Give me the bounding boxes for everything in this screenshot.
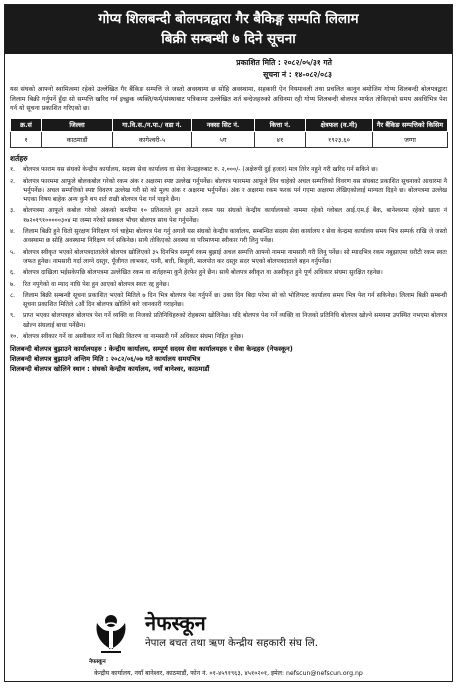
cell-serial: १ — [11, 132, 42, 148]
list-item — [10, 206, 447, 225]
list-item — [10, 291, 447, 310]
cell-area: १९२३.६० — [306, 132, 373, 148]
notice-meta — [5, 54, 452, 81]
list-item — [10, 165, 447, 174]
list-item — [10, 268, 447, 277]
cell-asset-type: जग्गा — [373, 132, 448, 148]
notice-banner — [5, 5, 452, 54]
org-address: केन्द्रीय कार्यालय, नयाँ बानेश्वर, काठमाडौं, फोन नं. ०१-४५९१९६३, ४५१०२०१, इमेल: nefscun@nefscun.org.np — [94, 670, 363, 677]
asset-table — [10, 118, 448, 149]
term-number: १. — [10, 166, 16, 174]
term-text: बोलपत्र दाखिला भईसकेपछि बोलपत्रमा उल्लेखित रकम वा शर्तहरुमा कुनै हेरफेर हुने छैन। साथै बोलपत्र स्वीकृत वा अस्वीकृत हुने पूर्ण अधिकार संघमा सुरक्षित रहनेछ। — [23, 269, 383, 277]
term-number: ३. — [10, 207, 16, 215]
term-number: ७. — [10, 280, 16, 288]
terms-heading: शर्तहरु — [10, 154, 28, 164]
banner-title-line2: बिक्री सम्बन्धी ७ दिने सूचना — [161, 31, 296, 47]
term-number: ८. — [10, 291, 16, 299]
term-number: १०. — [10, 333, 19, 341]
term-text: बोलपत्रमा आफूले कबोल गरेको अंकको कम्तीमा १० प्रतिशतले हुन आउने रकम यस संघको केन्द्रीय कार्यालयको नाममा रहेको ग्लोबल आई.एम.ई बैंक, बानेश्वरमा रहेको खाता नं १७२०१९१०००००३०४ मा जम्मा गरेको सक्कल भौचर बोलपत्र साथ पेश गर्नुपर्नेछ। — [23, 207, 447, 224]
col-plot-no: कित्ता नं. — [255, 118, 306, 132]
term-number: ९. — [10, 312, 16, 320]
col-serial: क्र.सं — [11, 118, 42, 132]
terms-list — [5, 165, 452, 341]
list-item — [10, 177, 447, 205]
nefscun-logo-icon — [91, 609, 131, 657]
term-number: ५. — [10, 248, 16, 256]
org-full-name: नेपाल बचत तथा ऋण केन्द्रीय सहकारी संघ लि. — [145, 638, 318, 649]
cell-district: काठमाडौं — [42, 132, 113, 148]
notice-number: सूचना नं : १४-०८२/०८३ — [263, 70, 332, 79]
list-item — [10, 280, 447, 289]
cell-map-sheet: ५ग — [192, 132, 255, 148]
list-item — [10, 248, 447, 267]
org-name: नेफस्कून — [145, 611, 206, 635]
submission-offices: शिलबन्दी बोलपत्र बुझाउने कार्यालयहरु : केन्द्रीय कार्यालय, सम्पूर्ण सदस्य सेवा कार्यालयहरु र सेवा केन्द्रहरु (नेफस्कून) — [10, 345, 293, 354]
col-municipality: गा.वि.स./न.पा./ वडा नं. — [113, 118, 192, 132]
term-text: बोलपत्र स्वीकृत भएको बोलपत्रदातालेले बोलपत्र खोलिएको ३५ दिनभित्र सम्पूर्ण रकम बुझाई अचल सम्पत्ति आफ्नो नाममा नामसारी गरी लिनु पर्नेछ। सो म्यादभित्र रकम नबुझाएमा धरौटी रकम स्वतः जफत हुनेछ। नामसारी गर्दा लाग्ने दस्तुर, पूँजीगत लाभकर, पानी, बत्ती, बिजुली, मालपोत कर दस्तुर सदर भएको बोलपत्रदाताले बहन गर्नुपर्नेछ। — [23, 248, 447, 265]
notice-page — [4, 4, 453, 682]
submission-last-date: शिलबन्दी बोलपत्र बुझाउने अन्तिम मिति : २०८२/०६/०७ गते कार्यालय समयभित्र — [10, 355, 201, 364]
term-text: प्राप्त भएका बोलपत्रहरु बोलपत्र पेश गर्ने व्यक्ति वा निजको प्रतिनिधिहरुको रोहबरमा खोलिनेछ। यदि बोलपत्र पेश गर्ने व्यक्ति वा निजको प्रतिनिधि बोलपत्र खोल्ने समयमा उपस्थित नभएमा बोलपत्र खोल्न संघलाई बाधा पर्नेछैन। — [23, 312, 447, 329]
term-text: बोलपत्र स्वीकार गर्ने वा अस्वीकार गर्ने वा बिक्री वितरण वा नामसारी गर्ने अधिकार संघमा निहित हुनेछ। — [23, 333, 244, 341]
list-item — [10, 311, 447, 330]
term-text: बोलपत्र फारममा आफूले बोलकबोल गरेको रकम अंक र अक्षरमा स्पष्ट उल्लेख गर्नुपर्नेछ। बोलपत्र फारममा आफूले लिन चाहेको अचल सम्पत्तिको विवरण यस संघबाट प्रकाशित सूचनाको आधारमा नै भर्नुपर्नेछ। अचल सम्पत्तिको स्पष्ट विवरण उल्लेख गरी सो को मूल्य अंक र अक्षरमा भर्नुपर्नेछ। अंक र अक्षरमा रकम फरक पर्न गएमा अक्षरमा लेखिएकोलाई मान्यता दिइने छ। बोलपत्रमा उल्लेख भएका विषय बाहेक अन्य कुनै थप शर्त राखी बोलपत्र पेश गर्न पाइने छैन। — [23, 177, 447, 204]
list-item — [10, 227, 447, 246]
banner-title-line1: गोप्य शिलबन्दी बोलपत्रद्वारा गैर बैकिङ्ग सम्पति लिलाम — [98, 11, 359, 27]
term-text: लिलाम बिक्री सम्बन्धी सूचना प्रकाशित भएको मितिले ७ दिन भित्र बोलपत्र पेश गर्नुपर्ने छ। उक्त दिन बिदा परेमा सो को भोलिपल्ट कार्यालय समय भित्र पेश गर्न सकिनेछ। लिलाम बिक्री सम्बन्धी सूचना प्रकाशित मितिले ८औं दिन बोलपत्र खोलिने बारे जानकारी गराइनेछ। — [23, 291, 447, 309]
bid-opening-place: शिलबन्दी बोलपत्र खोलिने स्थान : संघको केन्द्रीय कार्यालय, नयाँ बानेश्वर, काठमाडौं — [10, 364, 210, 373]
footer — [5, 602, 452, 681]
term-text: लिलाम बिक्री हुने धितो सुरक्षण निरिक्षण गर्न चाहेमा बोलपत्र पेश गर्नु अगावै यस संघको केन्द्रीय कार्यालय, सम्बन्धित सदस्य सेवा कार्यालय र सेवा केन्द्रमा कार्यालय समय भित्र सम्पर्क राखि जे जस्तो अवस्थामा छ सोहि अवस्थामा निरिक्षण गर्न सकिनेछ। साथै तोकिएको अवस्था वा परिमाणमा स्वीकार गरी लिनु पर्नेछ। — [23, 228, 447, 245]
term-number: ६. — [10, 269, 16, 277]
cell-municipality: कागेश्वरी-५ — [113, 132, 192, 148]
col-area: क्षेत्रफल (व.मी) — [306, 118, 373, 132]
submission-details — [5, 343, 452, 374]
term-number: २. — [10, 177, 16, 185]
logo-caption: नेफस्कून — [89, 659, 106, 665]
published-date: प्रकाशित मिति : २०८२/०५/३१ गते — [236, 58, 332, 67]
col-map-sheet: नक्सा सिट नं. — [192, 118, 255, 132]
asset-table-header — [11, 118, 448, 132]
term-number: ४. — [10, 228, 16, 236]
cell-plot-no: ४१ — [255, 132, 306, 148]
col-district: जिल्ला — [42, 118, 113, 132]
col-asset-type: गैर बैंकिङ सम्पत्तिको किसिम — [373, 118, 448, 132]
term-text: रित नपुगेको वा म्याद नाघि पेश हुन आएको बोलपत्र स्वतः रद्द हुनेछ। — [23, 280, 170, 288]
term-text: बोलपत्र फाराम यस संघको केन्द्रीय कार्यालय, सदस्य सेवा कार्यालय वा सेवा केन्द्रहरुबाट रु. २,०००/- (अक्षेरुपी दुई हजार) मात्र तिरेर नहुने गरी खरिद गर्न सकिने छ। — [23, 166, 378, 174]
table-row — [11, 132, 448, 148]
intro-paragraph: यस संघको आफ्नो स्वामित्वमा रहेको उल्लेखित गैर बैंकिङ सम्पत्ति जे जस्तो अवस्थामा छ सोहि अवस्थामा, सहकारी ऐन नियमावली तथा प्रचलित कानुन बमोजिम गोप्य शिलबन्दी बोलपत्रद्वारा लिलाम बिक्री गर्नुपर्ने हुँदा सो सम्पत्ति खरिद गर्न इच्छुक व्यक्ति/फर्म/संस्थाबाट पत्रिकामा उल्लेखित शर्त बन्देजहरुको अधिनमा रही गोप्य शिलबन्दी बोलपत्र मार्फत तोकिएको समय अवधिभित्र पेश गर्न यो सूचना प्रकाशित गरिएको छ। — [10, 86, 447, 113]
list-item — [10, 332, 447, 341]
